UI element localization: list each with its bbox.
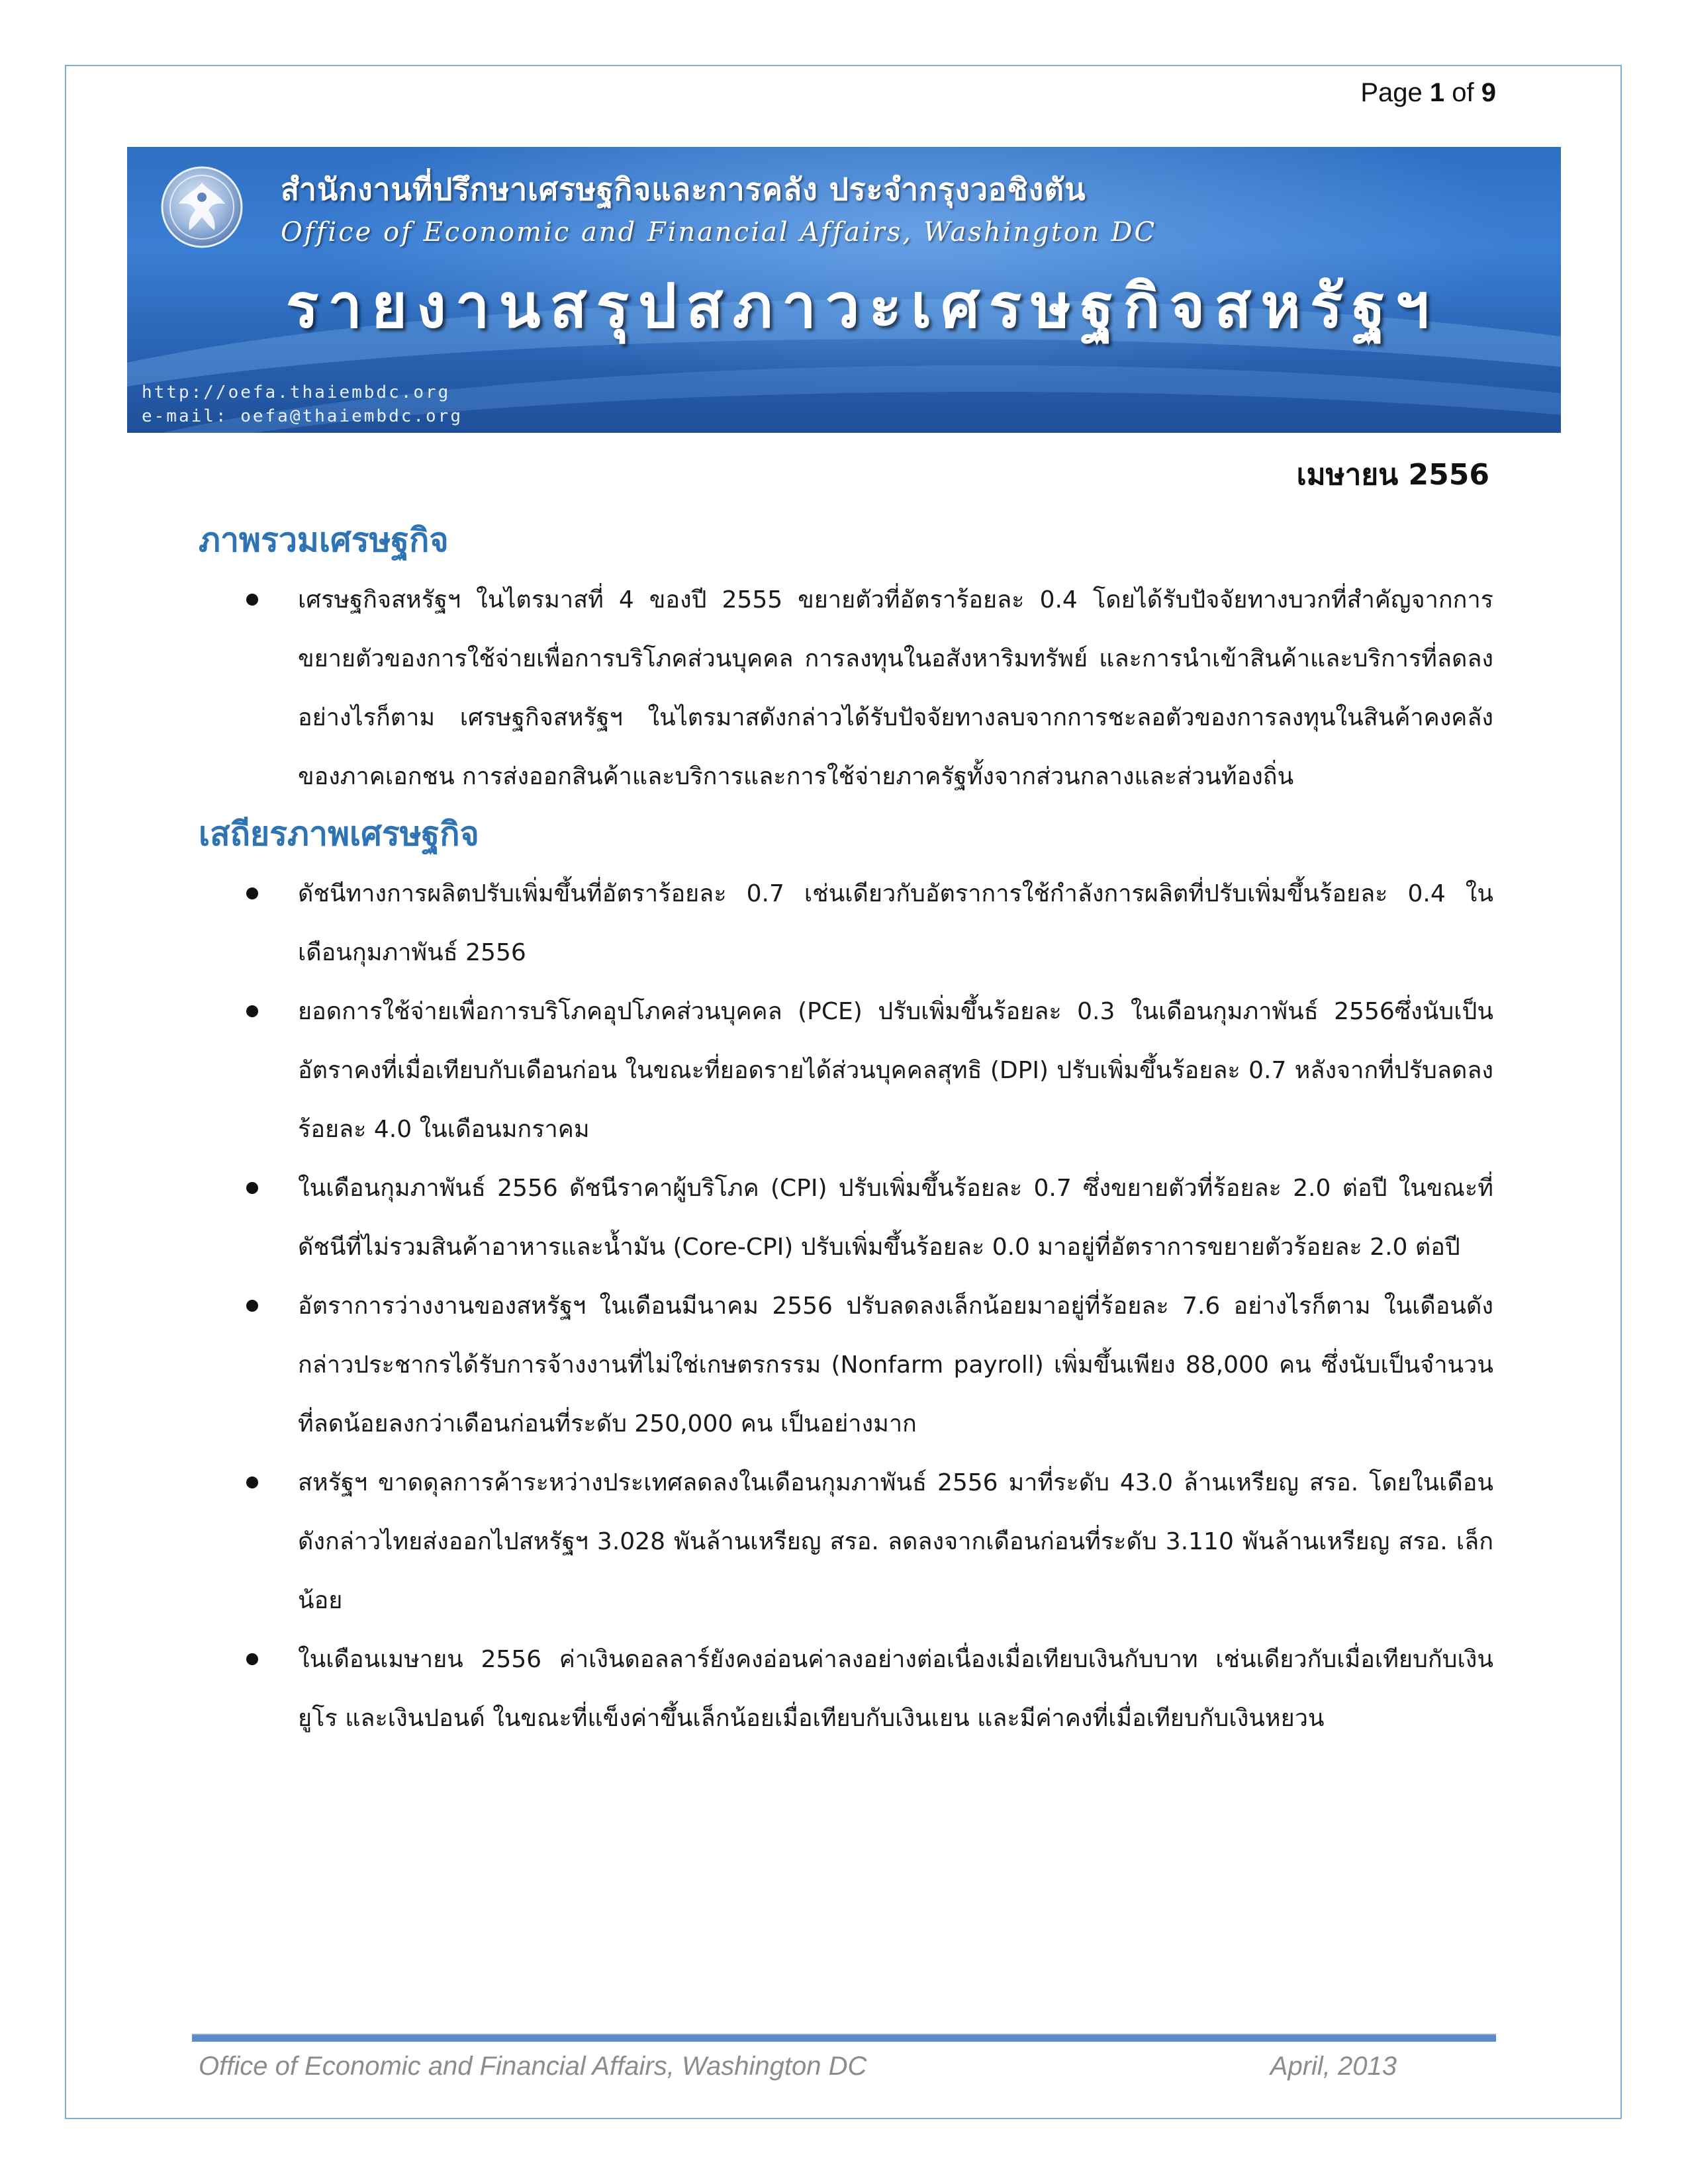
list-item: [199, 864, 1493, 982]
banner-report-title: รายงานสรุปสภาวะเศรษฐกิจสหรัฐฯ: [286, 270, 1438, 341]
section-heading-overview: ภาพรวมเศรษฐกิจ: [199, 521, 449, 559]
report-content: [199, 516, 1493, 1748]
page-number-of: of: [1452, 78, 1474, 107]
bullet-text: เศรษฐกิจสหรัฐฯ ในไตรมาสที่ 4 ของปี 2555 ขยายตัวที่อัตราร้อยละ 0.4 โดยได้รับปัจจัยทางบวกที่สำคัญจากการขยายตัวของการใช้จ่ายเพื่อการบริโภคส่วนบุคคล การลงทุนในอสังหาริมทรัพย์ และการนำเข้าสินค้าและบริการที่ลดลง อย่างไรก็ตาม เศรษฐกิจสหรัฐฯ ในไตรมาสดังกล่าวได้รับปัจจัยทางลบจากการชะลอตัวของการลงทุนในสินค้าคงคลังของภาคเอกชน การส่งออกสินค้าและบริการและการใช้จ่ายภาครัฐทั้งจากส่วนกลางและส่วนท้องถิ่น: [298, 586, 1493, 790]
garuda-seal-icon: [159, 164, 245, 250]
bullet-icon: [246, 1300, 258, 1312]
bullet-text: ในเดือนกุมภาพันธ์ 2556 ดัชนีราคาผู้บริโภค (CPI) ปรับเพิ่มขึ้นร้อยละ 0.7 ซึ่งขยายตัวที่ร้อยละ 2.0 ต่อปี ในขณะที่ดัชนีที่ไม่รวมสินค้าอาหารและน้ำมัน (Core-CPI) ปรับเพิ่มขึ้นร้อยละ 0.0 มาอยู่ที่อัตราการขยายตัวร้อยละ 2.0 ต่อปี: [298, 1175, 1493, 1261]
bullet-text: ในเดือนเมษายน 2556 ค่าเงินดอลลาร์ยังคงอ่อนค่าลงอย่างต่อเนื่องเมื่อเทียบเงินกับบาท เช่นเดียวกับเมื่อเทียบกับเงินยูโร และเงินปอนด์ ในขณะที่แข็งค่าขึ้นเล็กน้อยเมื่อเทียบกับเงินเยน และมีค่าคงที่เมื่อเทียบกับเงินหยวน: [298, 1646, 1493, 1732]
bullet-text: อัตราการว่างงานของสหรัฐฯ ในเดือนมีนาคม 2556 ปรับลดลงเล็กน้อยมาอยู่ที่ร้อยละ 7.6 อย่างไรก็ตาม ในเดือนดังกล่าวประชากรได้รับการจ้างงานที่ไม่ใช่เกษตรกรรม (Nonfarm payroll) เพิ่มขึ้นเพียง 88,000 คน ซึ่งนับเป็นจำนวนที่ลดน้อยลงกว่าเดือนก่อนที่ระดับ 250,000 คน เป็นอย่างมาก: [298, 1293, 1493, 1437]
banner-org-thai: สำนักงานที่ปรึกษาเศรษฐกิจและการคลัง ประจำกรุงวอชิงตัน: [281, 171, 1086, 207]
section-heading-stability: เสถียรภาพเศรษฐกิจ: [199, 815, 479, 853]
bullet-text: ยอดการใช้จ่ายเพื่อการบริโภคอุปโภคส่วนบุคคล (PCE) ปรับเพิ่มขึ้นร้อยละ 0.3 ในเดือนกุมภาพันธ์ 2556ซึ่งนับเป็นอัตราคงที่เมื่อเทียบกับเดือนก่อน ในขณะที่ยอดรายได้ส่วนบุคคลสุทธิ (DPI) ปรับเพิ่มขึ้นร้อยละ 0.7 หลังจากที่ปรับลดลงร้อยละ 4.0 ในเดือนมกราคม: [298, 998, 1493, 1143]
list-item: [199, 1159, 1493, 1277]
list-item: [199, 1630, 1493, 1748]
footer-divider: [192, 2034, 1496, 2042]
footer-organization: Office of Economic and Financial Affairs, Washington DC: [199, 2052, 867, 2081]
page-number-total: 9: [1481, 78, 1496, 107]
list-item: [199, 1453, 1493, 1630]
list-item: [199, 1277, 1493, 1453]
bullet-icon: [246, 594, 258, 606]
page-number: [1360, 78, 1496, 108]
bullet-text: ดัชนีทางการผลิตปรับเพิ่มขึ้นที่อัตราร้อยละ 0.7 เช่นเดียวกับอัตราการใช้กำลังการผลิตที่ปรับเพิ่มขึ้นร้อยละ 0.4 ในเดือนกุมภาพันธ์ 2556: [298, 880, 1493, 966]
overview-bullet-list: [199, 570, 1493, 806]
banner-org-english: Office of Economic and Financial Affairs, Washington DC: [281, 217, 1157, 248]
banner-website-link[interactable]: http://oefa.thaiembdc.org: [142, 383, 451, 402]
stability-bullet-list: [199, 864, 1493, 1748]
report-date: เมษายน 2556: [1296, 458, 1489, 492]
page-number-prefix: Page: [1360, 78, 1423, 107]
bullet-icon: [246, 887, 258, 899]
banner-email-link[interactable]: e-mail: oefa@thaiembdc.org: [142, 406, 463, 426]
bullet-icon: [246, 1477, 258, 1488]
list-item: [199, 570, 1493, 806]
bullet-icon: [246, 1653, 258, 1665]
page-number-current: 1: [1429, 78, 1445, 107]
bullet-icon: [246, 1005, 258, 1017]
header-banner: [127, 147, 1561, 433]
bullet-icon: [246, 1182, 258, 1194]
bullet-text: สหรัฐฯ ขาดดุลการค้าระหว่างประเทศลดลงในเดือนกุมภาพันธ์ 2556 มาที่ระดับ 43.0 ล้านเหรียญ สรอ. โดยในเดือนดังกล่าวไทยส่งออกไปสหรัฐฯ 3.028 พันล้านเหรียญ สรอ. ลดลงจากเดือนก่อนที่ระดับ 3.110 พันล้านเหรียญ สรอ. เล็กน้อย: [298, 1469, 1493, 1614]
footer-date: April, 2013: [1270, 2052, 1397, 2081]
list-item: [199, 982, 1493, 1159]
